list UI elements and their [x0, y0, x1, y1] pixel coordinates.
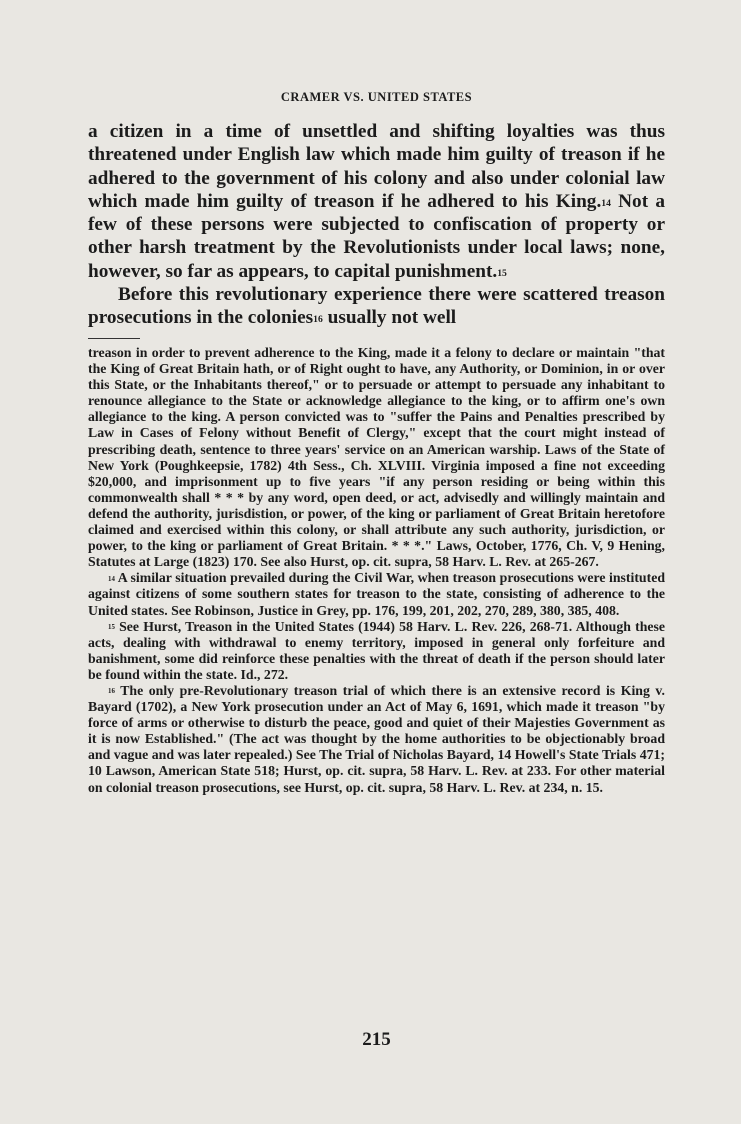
footnote-13-continued: treason in order to prevent adherence to the King, made it a felony to declare or maintain "that the King of Great Britain hath, or of Right ought to have, any Authority, or Dominion, in or over this State, or the Inhabitants thereof," or to persuade or attempt to persuade any inhabitant to renounce allegiance to the State or acknowledge allegiance to the king, or to affirm one's own allegiance to the king. A person convicted was to "suffer the Pains and Penalties prescribed by Law in Cases of Felony without Benefit of Clergy," except that the court might instead of prescribing death, sentence to three years' service on an American warship. Laws of the State of New York (Poughkeepsie, 1782) 4th Sess., Ch. XLVIII. Virginia imposed a fine not exceeding $20,000, and imprisonment up to five years "if any person residing or being within this commonwealth shall * * * by any word, open deed, or act, advisedly and willingly maintain and defend the authority, jurisdistion, or power, of the king or parliament of Great Britain heretofore claimed and exercised within this colony, or shall attribute any such authority, jurisdiction, or power, to the king or parliament of Great Britain. * * *." Laws, October, 1776, Ch. V, 9 Hening, Statutes at Large (1823) 170. See also Hurst, op. cit. supra, 58 Harv. L. Rev. at 265-267. [88, 345, 665, 570]
footnote-16-text: The only pre-Revolutionary treason trial of which there is an extensive record is King v. Bayard (1702), a New York prosecution under an Act of May 6, 1691, which made it treason "by force of arms or otherwise to disturb the peace, good and quiet of their Majesties Government as it is now Established." (The act was thought by the home authorities to be objectionably broad and vague and was later repealed.) See The Trial of Nicholas Bayard, 14 Howell's State Trials 471; 10 Lawson, American State 518; Hurst, op. cit. supra, 58 Harv. L. Rev. at 233. For other material on colonial treason prosecutions, see Hurst, op. cit. supra, 58 Harv. L. Rev. at 234, n. 15. [88, 682, 665, 795]
footnote-16-mark: 16 [108, 688, 115, 696]
running-head: CRAMER VS. UNITED STATES [280, 90, 473, 104]
main-paragraph-1-part-1: a citizen in a time of unsettled and shifting loyalties was thus threatened under English law which made him guilty of treason if he adhered to the government of his colony and also under colonial law which made him guilty of treason if he adhered to his King. [88, 121, 665, 212]
main-paragraph-1-part-2: Not a few of these persons were subjected to confiscation of property or other harsh treatment by the Revolutionists under local laws; none, however, so far as appears, to capital punishment. [88, 190, 665, 282]
footnote-14-mark: 14 [108, 575, 115, 583]
main-paragraph-2-part-1: Before this revolutionary experience there were scattered treason prosecutions in the colonies [88, 284, 665, 329]
footnote-ref-14: 14 [601, 197, 611, 209]
footnote-16 [88, 683, 665, 796]
footnote-ref-16: 16 [313, 314, 323, 326]
footnote-15-text: See Hurst, Treason in the United States (1944) 58 Harv. L. Rev. 226, 268-71. Although these acts, dealing with withdrawal to enemy territory, imposed in general only forfeiture and banishment, some did reinforce these penalties with the threat of death if the person should later be found within the state. Id., 272. [88, 618, 665, 682]
main-paragraph-2-part-2: usually not well [322, 307, 457, 329]
footnotes [88, 345, 665, 796]
footnote-divider [88, 338, 140, 339]
footnote-ref-15: 15 [497, 267, 507, 279]
main-paragraph-1 [88, 120, 665, 283]
page-number: 215 [362, 1029, 391, 1050]
footnote-15 [88, 619, 665, 683]
footnote-14-text: A similar situation prevailed during the Civil War, when treason prosecutions were instituted against citizens of some southern states for treason to the state, consisting of adherence to the United states. See Robinson, Justice in Grey, pp. 176, 199, 201, 202, 270, 289, 380, 385, 408. [88, 570, 665, 618]
main-text [88, 120, 665, 330]
footnote-14 [88, 570, 665, 618]
footnote-15-mark: 15 [108, 623, 115, 631]
main-paragraph-2 [88, 283, 665, 330]
